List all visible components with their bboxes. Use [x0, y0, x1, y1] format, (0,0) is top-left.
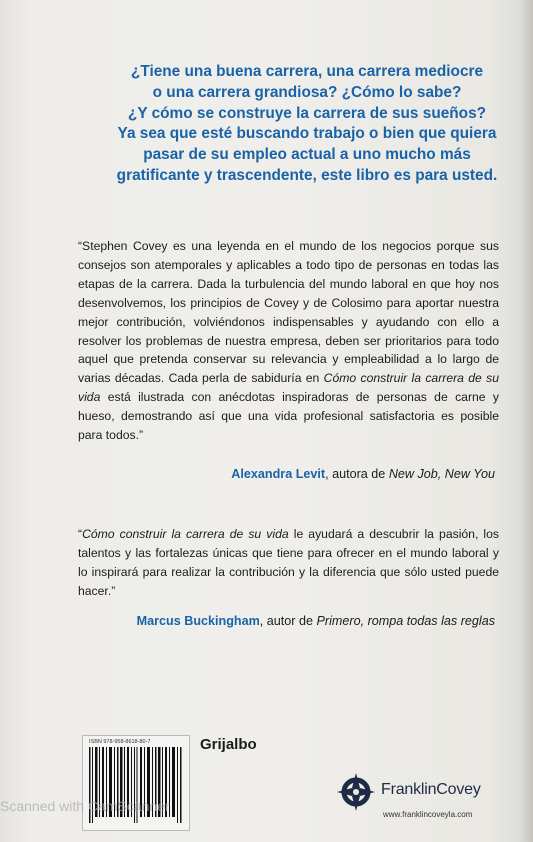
testimonial-buckingham — [78, 525, 499, 601]
author-book: New Job, New You — [388, 467, 495, 481]
barcode-label — [82, 735, 190, 831]
book-title: Cómo construir la carrera de su vida — [82, 527, 289, 541]
blurb-line: gratificante y trascendente, este libro es para usted. — [116, 166, 498, 184]
author-name: Marcus Buckingham — [136, 614, 260, 628]
publisher-name: Grijalbo — [200, 736, 257, 753]
author-connector: , autora de — [325, 467, 389, 481]
blurb-line: ¿Tiene una buena carrera, una carrera mediocre — [130, 63, 484, 80]
quote-text: “Stephen Covey es una leyenda en el mundo de los negocios porque sus consejos son atemporales y aplicables a todo tipo de personas en todas las etapas de la carrera. Dada la turbulencia del mundo laboral en que hoy nos desenvolvemos, los principios de Covey y de Colosimo para aportar nuestra mejor contribución, volviéndonos indispensables y ayudando con ello a resolver los problemas de nuestra empresa, deben ser prioritarios para todo aquel que pretenda conservar su relevancia y empleabilidad a lo largo de varias décadas. Cada perla de sabiduría en — [78, 239, 499, 386]
spine-shadow — [519, 0, 533, 842]
quote-text: le ayudará a descubrir la pasión, los talentos y las fortalezas únicas que tiene para ofrecer en el mundo laboral y lo inspirará para realizar la contribución y la diferencia que sólo usted puede hacer.” — [78, 527, 500, 598]
quote-text: “ — [78, 527, 83, 541]
author-connector: , autor de — [259, 614, 317, 628]
blurb-line: Ya sea que esté buscando trabajo o bien que quiera — [117, 125, 497, 143]
attribution-levit — [231, 467, 495, 481]
blurb-line: pasar de su empleo actual a uno mucho más — [143, 146, 471, 164]
franklin-covey-url: www.franklincoveyla.com — [383, 810, 473, 819]
scanner-watermark: Scanned with CamScanner — [0, 798, 170, 814]
attribution-buckingham — [137, 614, 495, 628]
isbn-text: ISBN 978-958-8618-80-7 — [89, 739, 151, 745]
author-book: Primero, rompa todas las reglas — [316, 614, 495, 628]
book-title: Cómo construir la carrera de su vida — [78, 371, 499, 405]
compass-icon — [337, 773, 375, 811]
quote-text: está ilustrada con anécdotas inspiradoras de personas de carne y hueso, demostrando así que una vida profesional satisfactoria es posible para todos.” — [78, 390, 499, 443]
author-name: Alexandra Levit — [231, 467, 326, 481]
franklin-covey-logo-text: FranklinCovey — [381, 781, 481, 798]
testimonial-levit — [78, 237, 499, 445]
blurb-line: ¿Y cómo se construye la carrera de sus sueños? — [127, 104, 487, 122]
promo-blurb — [112, 62, 502, 187]
blurb-line: o una carrera grandiosa? ¿Cómo lo sabe? — [152, 83, 462, 101]
